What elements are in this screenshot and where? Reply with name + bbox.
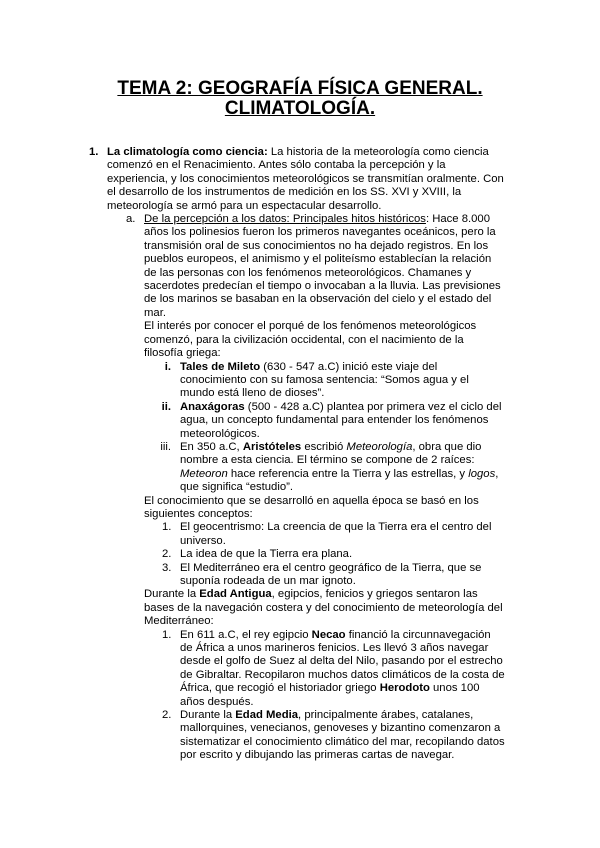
antigua-item-2-pre: Durante la xyxy=(180,709,236,722)
antigua-item-1 xyxy=(162,628,506,709)
roman-item-3-italic: Meteorología xyxy=(346,440,413,453)
section-1-paragraph xyxy=(107,146,504,213)
antigua-item-2 xyxy=(162,709,506,763)
concept-item-2-text: La idea de que la Tierra era plana. xyxy=(180,548,353,561)
roman-item-1 xyxy=(164,360,506,401)
roman-item-3-end: , que significa “estudio”. xyxy=(180,467,499,494)
concept-item-2-marker: 2. xyxy=(162,548,172,561)
roman-item-3-italic3: logos xyxy=(468,467,496,480)
concept-item-3-marker: 3. xyxy=(162,561,172,574)
section-1-number: 1. xyxy=(89,146,99,158)
roman-item-3-pre: En 350 a.C, xyxy=(180,440,243,453)
roman-item-2 xyxy=(161,400,506,441)
roman-item-2-text: (500 - 428 a.C) plantea por primera vez el ciclo del agua, un concepto fundamental para entender los fenómenos meteorológicos. xyxy=(180,400,502,440)
antigua-pre: Durante la xyxy=(144,588,200,601)
concept-item-1 xyxy=(162,521,506,548)
roman-item-3-marker: iii. xyxy=(160,440,171,453)
antigua-item-1-bold: Necao xyxy=(311,628,346,641)
antigua-text: , egipcios, fenicios y griegos sentaron las bases de la navegación costera y del conocimiento de meteorología del Mediterráneo: xyxy=(144,588,503,628)
concept-item-1-marker: 1. xyxy=(162,521,172,534)
concept-item-2 xyxy=(162,548,506,561)
roman-item-3 xyxy=(160,440,506,495)
concept-item-3 xyxy=(162,561,506,589)
item-a-heading: De la percepción a los datos: Principales hitos históricos xyxy=(144,213,426,226)
section-1-heading: La climatología como ciencia: xyxy=(107,146,268,158)
roman-item-3-bold: Aristóteles xyxy=(242,440,302,453)
roman-item-3-italic2: Meteoron xyxy=(180,467,228,480)
roman-item-3-mid: escribió xyxy=(301,440,347,453)
antigua-item-1-marker: 1. xyxy=(162,628,172,641)
page-title-line-1: TEMA 2: GEOGRAFÍA FÍSICA GENERAL. xyxy=(117,78,483,99)
concept-item-1-text: El geocentrismo: La creencia de que la Tierra era el centro del universo. xyxy=(180,521,492,547)
roman-item-3-mid3: hace referencia entre la Tierra y las estrellas, y xyxy=(227,467,469,480)
roman-item-3-mid2: , obra que dio nombre a esta ciencia. El término se compone de 2 raíces: xyxy=(180,440,482,467)
concept-item-3-text: El Mediterráneo era el centro geográfico de la Tierra, que se suponía rodeada de un mar ignoto. xyxy=(180,561,482,587)
item-a-marker: a. xyxy=(126,213,136,226)
roman-item-2-bold: Anaxágoras xyxy=(180,400,245,413)
concepts-intro: El conocimiento que se desarrolló en aquella época se basó en los siguientes conceptos: xyxy=(144,494,479,520)
antigua-item-2-mid: , principalmente árabes, catalanes, mallorquines, venecianos, genoveses y bizantino comenzaron a sistematizar el conocimiento climático del mar, recopilando datos por escrito y dibujando las primeras cartas de navegar. xyxy=(180,709,505,762)
item-a xyxy=(126,213,505,320)
page-title-line-2: CLIMATOLOGÍA. xyxy=(224,98,376,119)
antigua-item-1-mid: financió la circunnavegación de África a unos marineros fenicios. Les llevó 3 años navegar desde el golfo de Suez al delta del Nilo, pasando por el estrecho de Gibraltar. Recopilaron muchos datos climáticos de la costa de África, que recogió el historiador griego xyxy=(180,628,505,695)
item-a-text: : Hace 8.000 años los polinesios fueron los primeros navegantes oceánicos, pero la transmisión oral de sus conocimientos no ha dejado registros. En los pueblos europeos, el animismo y el politeísmo establecían la relación de las personas con los fenómenos meteorológicos. Chamanes y sacerdotes predecían el tiempo o invocaban a la lluvia. Las previsiones de los marinos se basaban en la observación del cielo y el estado del mar. xyxy=(144,213,501,319)
antigua-item-2-marker: 2. xyxy=(162,709,172,722)
antigua-bold: Edad Antigua xyxy=(199,588,272,601)
document-body xyxy=(0,146,600,763)
roman-item-1-bold: Tales de Mileto xyxy=(180,360,261,373)
roman-item-2-marker: ii. xyxy=(161,400,171,413)
item-a-paragraph-2: El interés por conocer el porqué de los fenómenos meteorológicos comenzó, para la civilización occidental, con el nacimiento de la filosofía griega: xyxy=(144,320,477,360)
roman-item-1-marker: i. xyxy=(164,360,171,373)
antigua-item-1-bold2: Herodoto xyxy=(379,682,430,695)
antigua-item-2-bold: Edad Media xyxy=(235,709,299,722)
section-1-text: La historia de la meteorología como ciencia comenzó en el Renacimiento. Antes sólo contaba la percepción y la experiencia, y los conocimientos meteorológicos se transmitían oralmente. Con el desarrollo de los instrumentos de medición en los SS. XVI y XVIII, la meteorología se armó para un espectacular desarrollo. xyxy=(107,146,504,212)
antigua-item-1-end: unos 100 años después. xyxy=(180,682,480,708)
section-1 xyxy=(0,146,600,213)
antigua-paragraph xyxy=(144,588,505,628)
roman-item-1-text: (630 - 547 a.C) inició este viaje del conocimiento con su famosa sentencia: “Somos agua y el mundo está lleno de dioses”. xyxy=(180,360,469,400)
antigua-item-1-pre: En 611 a.C, el rey egipcio xyxy=(180,628,312,641)
